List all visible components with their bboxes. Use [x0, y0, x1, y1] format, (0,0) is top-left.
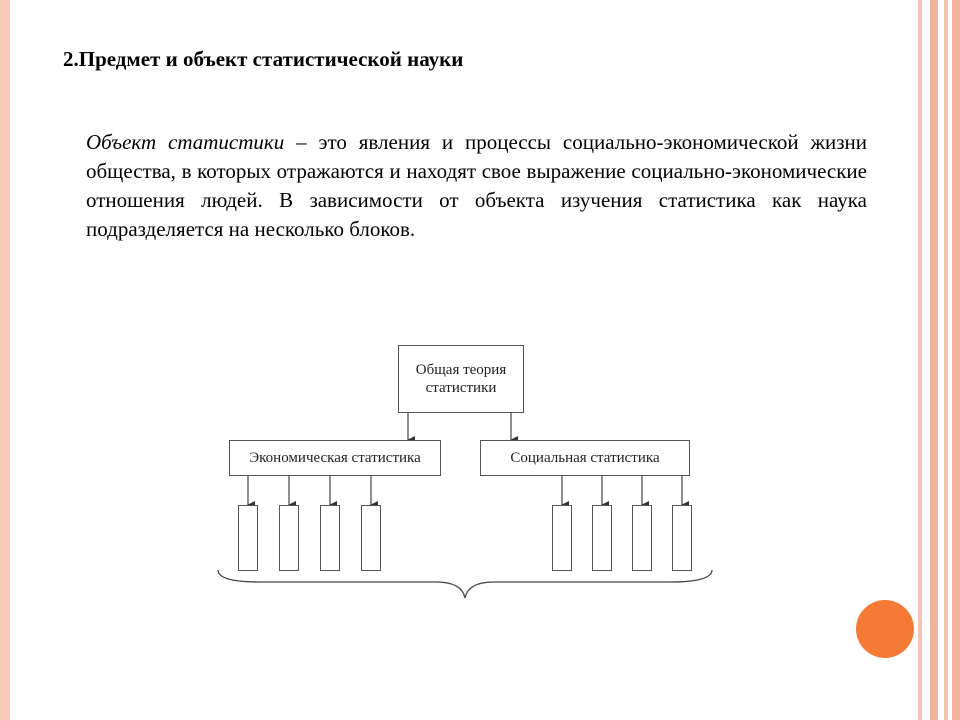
social-sub-block: [552, 505, 572, 571]
social-sub-block: [592, 505, 612, 571]
body-definition: – это явления и процессы социально-экономической жизни общества, в которых отражаются и находят свое выражение социально-экономические отношения людей. В зависимости от объекта изучения статистика как наука подразделяется на несколько блоков.: [86, 130, 868, 241]
node-economic-statistics: Экономическая статистика: [229, 440, 441, 476]
econ-sub-block: [279, 505, 299, 571]
grouping-brace: [218, 570, 712, 598]
stripe: [930, 0, 938, 720]
node-social-statistics: Социальная статистика: [480, 440, 690, 476]
stripe: [944, 0, 948, 720]
root-node-general-theory: [398, 345, 524, 413]
econ-sub-block: [361, 505, 381, 571]
econ-sub-block: [320, 505, 340, 571]
slide-title: 2.Предмет и объект статистической науки: [63, 47, 464, 71]
slide-body-text: [86, 128, 867, 244]
stripe: [918, 0, 922, 720]
statistics-structure-diagram: [200, 330, 740, 610]
social-sub-block: [672, 505, 692, 571]
body-italic-term: Объект статистики: [86, 130, 285, 154]
econ-sub-block: [238, 505, 258, 571]
left-decor-bar: [0, 0, 10, 720]
social-sub-block: [632, 505, 652, 571]
stripe: [952, 0, 960, 720]
decor-orange-circle: [856, 600, 914, 658]
right-decor-stripes: [918, 0, 960, 720]
root-label-line2: статистики: [425, 380, 497, 396]
root-label-line1: Общая теория: [415, 362, 507, 378]
